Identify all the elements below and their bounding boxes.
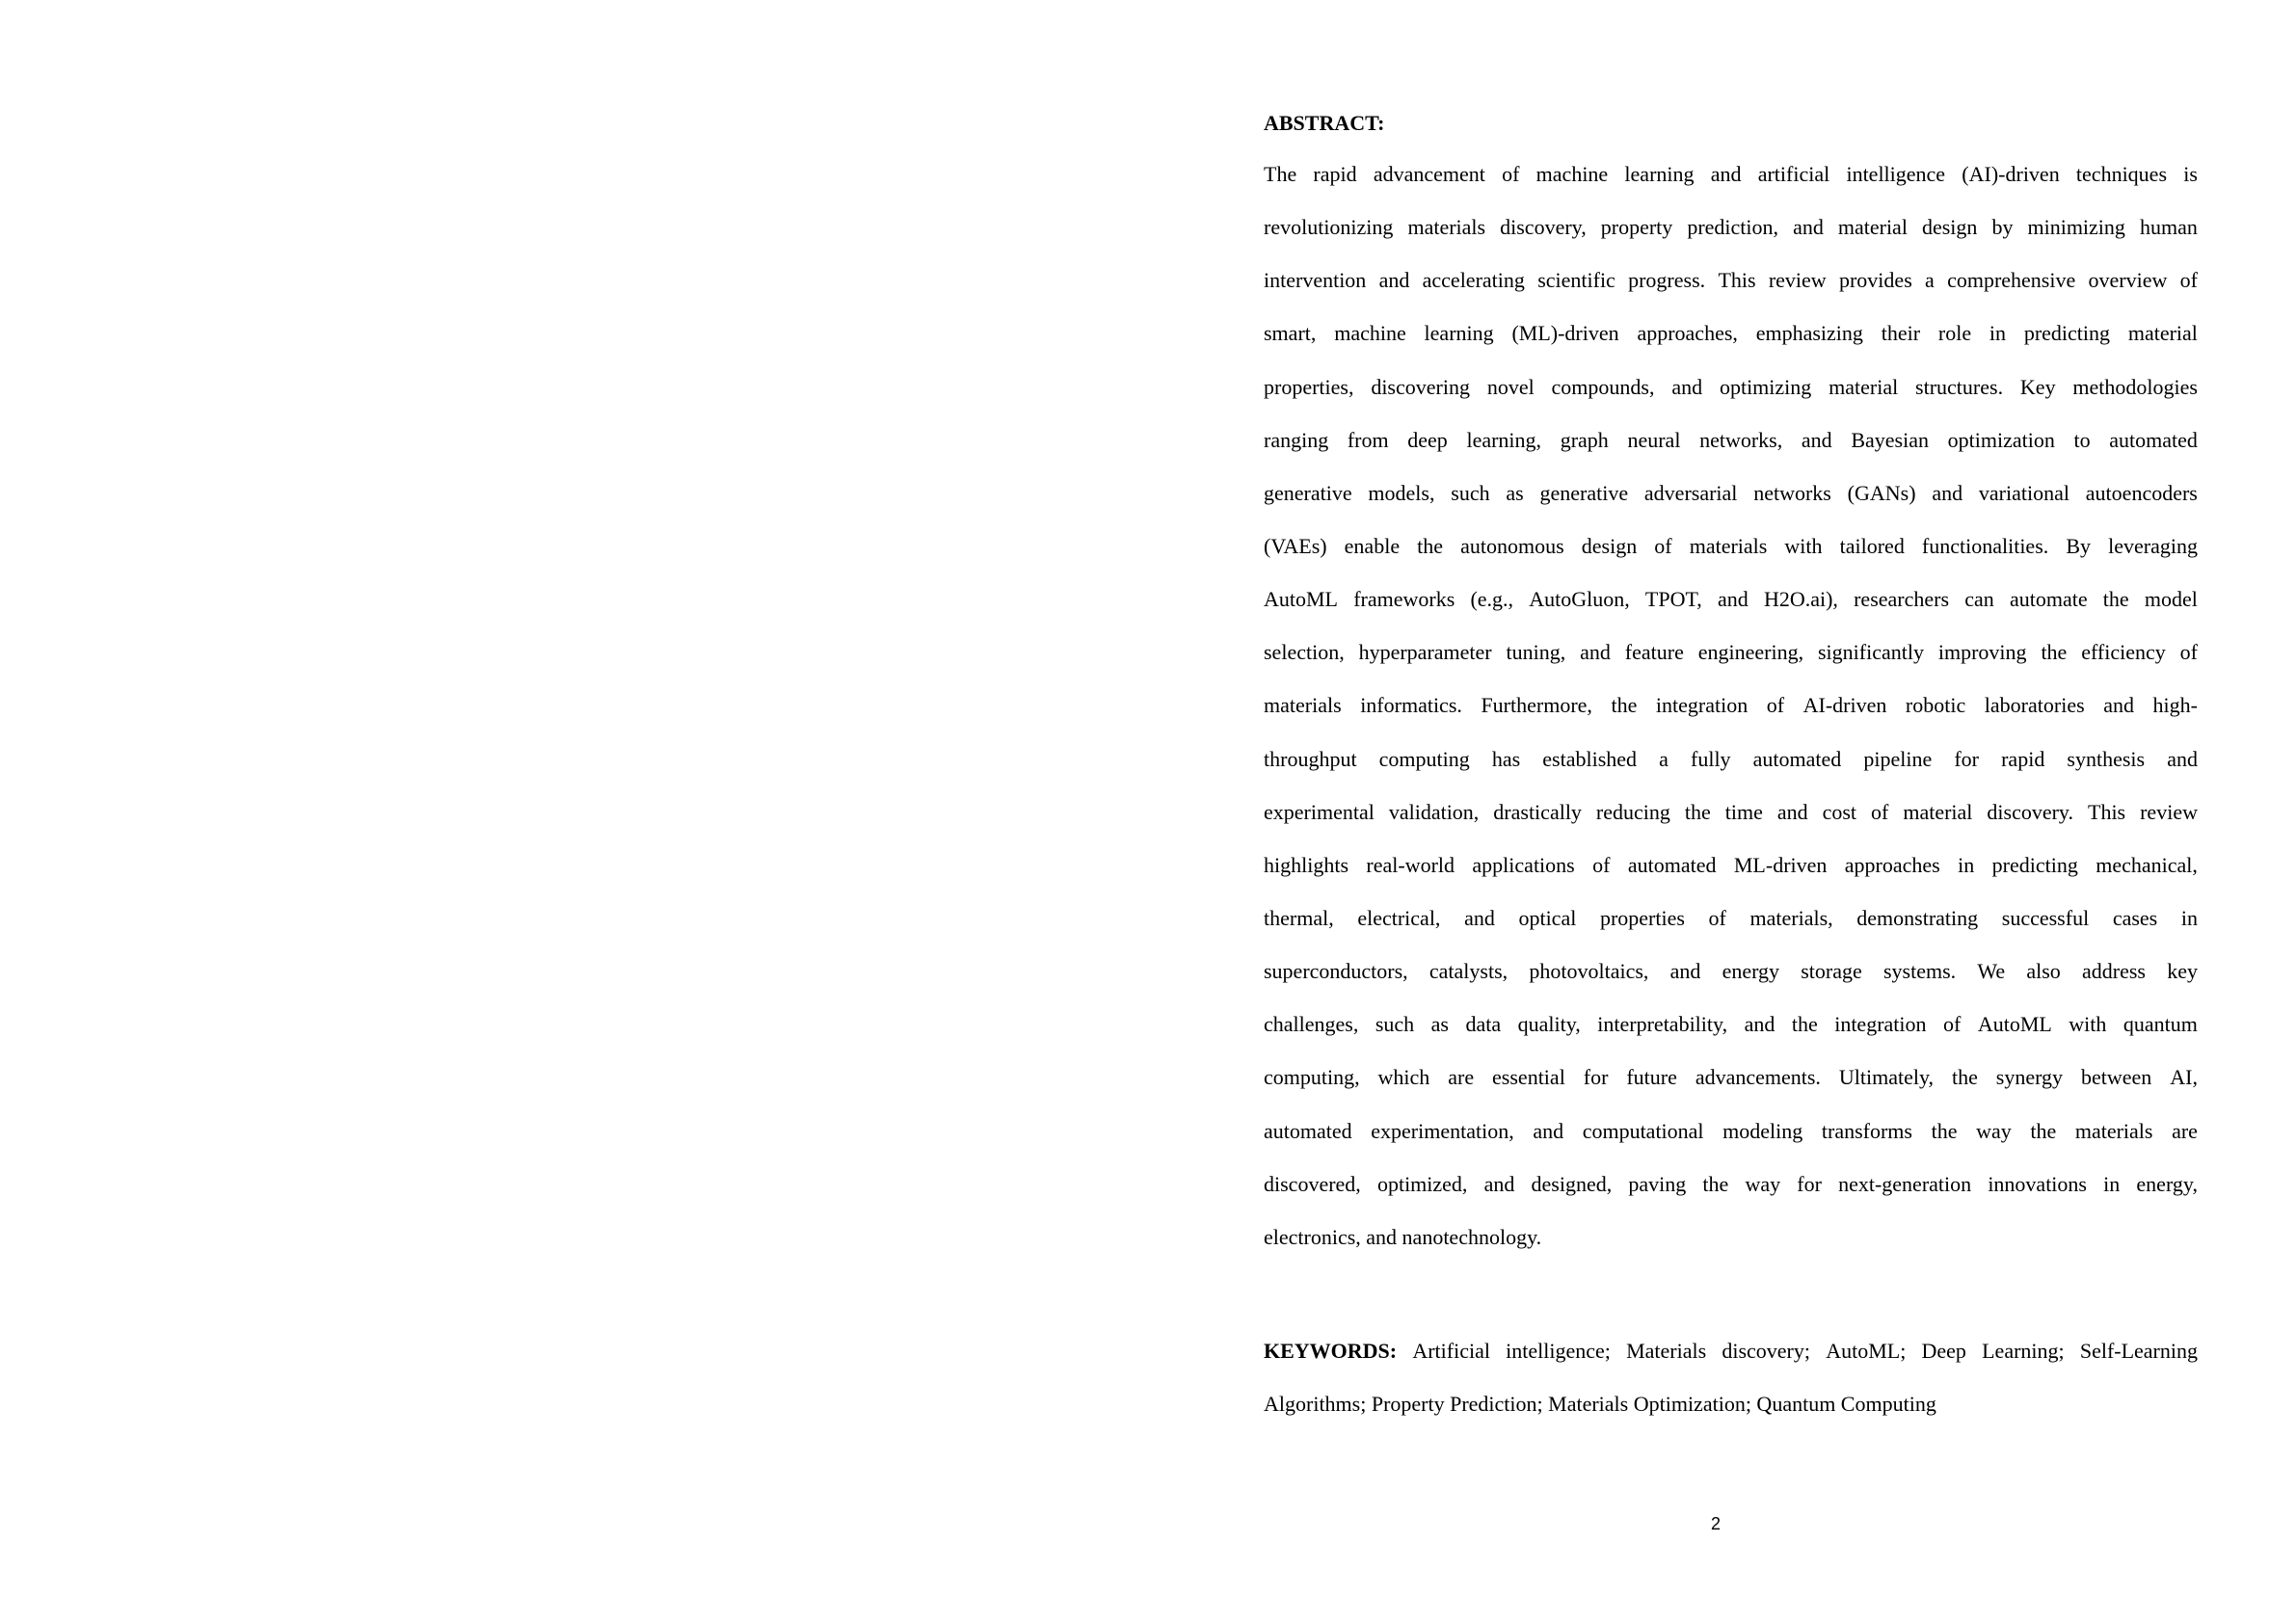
abstract-word: selection,	[1264, 640, 1345, 665]
abstract-word: thermal,	[1264, 905, 1334, 930]
abstract-word: pipeline	[1863, 746, 1933, 771]
abstract-word: materials	[1264, 693, 1342, 718]
abstract-word: This	[2088, 799, 2126, 824]
abstract-word: are	[2172, 1118, 2198, 1143]
abstract-word: energy,	[2136, 1171, 2198, 1196]
abstract-word: automated	[1627, 852, 1717, 877]
abstract-word: of	[2179, 268, 2198, 293]
abstract-word: enable	[1344, 533, 1401, 558]
abstract-word: throughput	[1264, 746, 1357, 771]
abstract-word: and	[1793, 215, 1824, 240]
abstract-word: for	[1797, 1171, 1822, 1196]
abstract-word: researchers	[1854, 587, 1950, 612]
abstract-word: and	[1717, 587, 1749, 612]
abstract-word: tuning,	[1506, 640, 1566, 665]
abstract-word: in	[1989, 321, 2007, 346]
abstract-word: computing,	[1264, 1065, 1360, 1090]
abstract-word: the	[1791, 1012, 1818, 1037]
keyword-word: discovery;	[1722, 1339, 1810, 1363]
abstract-word: rapid	[1313, 162, 1357, 186]
abstract-word: learning	[1424, 321, 1494, 346]
abstract-word: high-	[2152, 693, 2198, 718]
abstract-word: reducing	[1595, 799, 1670, 824]
abstract-word: optimizing	[1719, 374, 1812, 399]
abstract-word: way	[1976, 1118, 2012, 1143]
abstract-word: We	[1977, 959, 2006, 984]
abstract-word: highlights	[1264, 852, 1349, 877]
abstract-word: materials,	[1749, 905, 1833, 930]
abstract-word: compounds,	[1551, 374, 1655, 399]
abstract-word: essential	[1492, 1065, 1565, 1090]
abstract-word: emphasizing	[1755, 321, 1863, 346]
abstract-word: neural	[1627, 427, 1681, 452]
abstract-word: cases	[2112, 905, 2158, 930]
abstract-word: engineering,	[1697, 640, 1804, 665]
abstract-word: and	[1932, 480, 1963, 505]
abstract-line	[1264, 1010, 2198, 1063]
abstract-word: energy	[1722, 959, 1780, 984]
abstract-word: and	[1744, 1012, 1775, 1037]
abstract-word: of	[1502, 162, 1520, 186]
abstract-word: The	[1264, 162, 1297, 186]
abstract-word: integration	[1834, 1012, 1927, 1037]
abstract-word: for	[1954, 746, 1980, 771]
keywords-section	[1264, 1337, 2198, 1443]
abstract-word: (GANs)	[1847, 480, 1916, 505]
abstract-word: optical	[1518, 905, 1577, 930]
keywords-line-2: Algorithms; Property Prediction; Materials Optimization; Quantum Computing	[1264, 1392, 1936, 1416]
abstract-word: and	[1533, 1118, 1564, 1143]
abstract-word: machine	[1535, 162, 1609, 186]
keyword-word: Artificial	[1412, 1339, 1490, 1363]
abstract-word: of	[2179, 640, 2198, 665]
abstract-word: prediction,	[1687, 215, 1779, 240]
abstract-line	[1264, 585, 2198, 638]
abstract-word: and	[1669, 959, 1701, 984]
abstract-word: next-generation	[1838, 1171, 1972, 1196]
abstract-word: applications	[1472, 852, 1575, 877]
abstract-word: Bayesian	[1851, 427, 1929, 452]
abstract-word: comprehensive	[1947, 268, 2076, 293]
abstract-word: are	[1448, 1065, 1475, 1090]
abstract-word: materials	[1407, 215, 1486, 240]
abstract-word: review	[2140, 799, 2198, 824]
abstract-word: and	[1580, 640, 1611, 665]
abstract-word: TPOT,	[1644, 587, 1702, 612]
abstract-word: model	[2144, 587, 2198, 612]
abstract-word: structures.	[1915, 374, 2004, 399]
abstract-word: improving	[1937, 640, 2027, 665]
abstract-word: provides	[1838, 268, 1912, 293]
abstract-word: the	[1951, 1065, 1978, 1090]
abstract-word: between	[2081, 1065, 2152, 1090]
abstract-line	[1264, 266, 2198, 319]
abstract-word: discovery.	[1987, 799, 2074, 824]
abstract-word: integration	[1655, 693, 1749, 718]
abstract-word: material	[1837, 215, 1908, 240]
abstract-word: generative	[1264, 480, 1352, 505]
abstract-word: their	[1881, 321, 1921, 346]
abstract-line	[1264, 851, 2198, 904]
abstract-word: (AI)-driven	[1962, 162, 2060, 186]
abstract-word: (VAEs)	[1264, 533, 1327, 558]
abstract-word: photovoltaics,	[1529, 959, 1649, 984]
abstract-word: of	[1654, 533, 1672, 558]
abstract-line	[1264, 426, 2198, 479]
abstract-word: experimentation,	[1371, 1118, 1514, 1143]
abstract-word: autonomous	[1460, 533, 1564, 558]
abstract-line	[1264, 532, 2198, 585]
abstract-word: models,	[1368, 480, 1435, 505]
abstract-word: in	[1958, 852, 1975, 877]
abstract-word: and	[1671, 374, 1703, 399]
abstract-word: the	[1611, 693, 1638, 718]
abstract-word: from	[1347, 427, 1389, 452]
abstract-word: autoencoders	[2085, 480, 2198, 505]
abstract-word: challenges,	[1264, 1012, 1359, 1037]
abstract-word: quality,	[1517, 1012, 1581, 1037]
abstract-line	[1264, 798, 2198, 851]
abstract-word: of	[1766, 693, 1785, 718]
abstract-word: Ultimately,	[1838, 1065, 1935, 1090]
abstract-line	[1264, 691, 2198, 744]
abstract-word: discovery,	[1500, 215, 1587, 240]
abstract-word: the	[1702, 1171, 1729, 1196]
abstract-word: rapid	[2001, 746, 2045, 771]
abstract-word: validation,	[1388, 799, 1480, 824]
abstract-word: property	[1600, 215, 1673, 240]
abstract-word: This	[1718, 268, 1756, 293]
abstract-word: established	[1542, 746, 1638, 771]
abstract-word: key	[2167, 959, 2198, 984]
abstract-word: which	[1377, 1065, 1430, 1090]
abstract-line	[1264, 1117, 2198, 1170]
abstract-word: and	[1378, 268, 1410, 293]
abstract-line	[1264, 373, 2198, 426]
abstract-word: (ML)-driven	[1511, 321, 1619, 346]
abstract-word: revolutionizing	[1264, 215, 1394, 240]
abstract-word: Key	[2019, 374, 2056, 399]
abstract-word: By	[2066, 533, 2092, 558]
keywords-line-1	[1264, 1337, 2198, 1390]
abstract-word: optimized,	[1376, 1171, 1468, 1196]
abstract-word: hyperparameter	[1358, 640, 1492, 665]
abstract-word: automate	[2009, 587, 2088, 612]
abstract-word: design	[1581, 533, 1638, 558]
abstract-word: transforms	[1821, 1118, 1912, 1143]
abstract-word: AI,	[2170, 1065, 2198, 1090]
abstract-word: for	[1583, 1065, 1609, 1090]
abstract-word: tailored	[1839, 533, 1905, 558]
abstract-word: robotic	[1905, 693, 1966, 718]
abstract-word: quantum	[2122, 1012, 2198, 1037]
abstract-word: material	[1829, 374, 1899, 399]
abstract-word: to	[2073, 427, 2091, 452]
abstract-word: successful	[2001, 905, 2090, 930]
keyword-word: Deep	[1921, 1339, 1966, 1363]
abstract-word: automated	[2109, 427, 2198, 452]
abstract-line	[1264, 957, 2198, 1010]
abstract-word: feature	[1624, 640, 1684, 665]
abstract-word: material	[2127, 321, 2198, 346]
abstract-word: predicting	[1991, 852, 2078, 877]
abstract-word: and	[1776, 799, 1808, 824]
abstract-word: (e.g.,	[1470, 587, 1514, 612]
abstract-word: also	[2026, 959, 2061, 984]
abstract-word: methodologies	[2072, 374, 2198, 399]
abstract-word: ranging	[1264, 427, 1329, 452]
abstract-word: paving	[1628, 1171, 1687, 1196]
abstract-word: address	[2082, 959, 2146, 984]
abstract-word: role	[1937, 321, 1972, 346]
abstract-word: graph	[1560, 427, 1609, 452]
abstract-word: way	[1745, 1171, 1781, 1196]
abstract-word: drastically	[1493, 799, 1582, 824]
abstract-word: accelerating	[1422, 268, 1525, 293]
abstract-line	[1264, 904, 2198, 957]
abstract-word: computational	[1582, 1118, 1704, 1143]
abstract-word: design	[1921, 215, 1978, 240]
abstract-word: advancements.	[1695, 1065, 1821, 1090]
abstract-word: synergy	[1995, 1065, 2064, 1090]
abstract-word: significantly	[1818, 640, 1924, 665]
abstract-word: a	[1925, 268, 1935, 293]
abstract-word: advancement	[1373, 162, 1485, 186]
abstract-word: overview	[2088, 268, 2168, 293]
abstract-word: the	[1931, 1118, 1958, 1143]
abstract-line	[1264, 745, 2198, 798]
abstract-word: materials	[1689, 533, 1768, 558]
abstract-word: deep	[1407, 427, 1448, 452]
abstract-word: in	[2103, 1171, 2121, 1196]
abstract-word: discovering	[1371, 374, 1470, 399]
abstract-word: the	[2041, 640, 2068, 665]
abstract-word: such	[1451, 480, 1490, 505]
abstract-word: in	[2180, 905, 2198, 930]
abstract-word: synthesis	[2067, 746, 2146, 771]
abstract-word: has	[1491, 746, 1521, 771]
abstract-word: as	[1506, 480, 1524, 505]
abstract-word: real-world	[1366, 852, 1455, 877]
abstract-line: electronics, and nanotechnology.	[1264, 1224, 1542, 1249]
abstract-word: data	[1465, 1012, 1502, 1037]
abstract-word: Furthermore,	[1481, 693, 1592, 718]
abstract-word: human	[2139, 215, 2198, 240]
abstract-word: scientific	[1537, 268, 1615, 293]
abstract-word: superconductors,	[1264, 959, 1408, 984]
abstract-word: progress.	[1628, 268, 1706, 293]
abstract-word: by	[1991, 215, 2014, 240]
abstract-word: intervention	[1264, 268, 1367, 293]
abstract-word: minimizing	[2027, 215, 2125, 240]
abstract-word: innovations	[1988, 1171, 2087, 1196]
abstract-word: storage	[1801, 959, 1862, 984]
abstract-word: discovered,	[1264, 1171, 1361, 1196]
abstract-word: mechanical,	[2096, 852, 2198, 877]
keyword-word: intelligence;	[1506, 1339, 1611, 1363]
abstract-word: computing	[1378, 746, 1470, 771]
abstract-word: generative	[1539, 480, 1629, 505]
abstract-word: artificial	[1757, 162, 1830, 186]
abstract-word: learning,	[1466, 427, 1542, 452]
abstract-word: demonstrating	[1856, 905, 1979, 930]
abstract-word: cost	[1822, 799, 1857, 824]
abstract-word: learning	[1624, 162, 1695, 186]
abstract-line	[1264, 160, 2198, 213]
abstract-word: networks	[1753, 480, 1831, 505]
abstract-word: materials	[2074, 1118, 2153, 1143]
abstract-word: the	[1417, 533, 1444, 558]
abstract-word: automated	[1752, 746, 1842, 771]
abstract-word: catalysts,	[1428, 959, 1508, 984]
abstract-word: approaches,	[1637, 321, 1738, 346]
page-number-2: 2	[1711, 1514, 1722, 1533]
abstract-word: modeling	[1722, 1118, 1803, 1143]
abstract-word: electrical,	[1357, 905, 1441, 930]
abstract-word: and	[2103, 693, 2134, 718]
abstract-word: and	[1801, 427, 1832, 452]
abstract-word: future	[1626, 1065, 1677, 1090]
abstract-word: variational	[1978, 480, 2069, 505]
abstract-word: interpretability,	[1597, 1012, 1728, 1037]
abstract-word: material	[1903, 799, 1973, 824]
abstract-line	[1264, 1170, 2198, 1223]
abstract-word: of	[1592, 852, 1611, 877]
abstract-word: AI-driven	[1802, 693, 1887, 718]
abstract-word: the	[2030, 1118, 2057, 1143]
abstract-line	[1264, 1063, 2198, 1116]
abstract-word: the	[2102, 587, 2129, 612]
abstract-word: functionalities.	[1921, 533, 2049, 558]
abstract-word: the	[1684, 799, 1711, 824]
abstract-word: properties,	[1264, 374, 1354, 399]
abstract-word: AutoML	[1977, 1012, 2052, 1037]
abstract-word: fully	[1691, 746, 1731, 771]
abstract-word: predicting	[2023, 321, 2111, 346]
abstract-word: networks,	[1699, 427, 1783, 452]
abstract-word: techniques	[2075, 162, 2168, 186]
abstract-word: and	[2167, 746, 2198, 771]
abstract-word: of	[1708, 905, 1726, 930]
abstract-word: laboratories	[1984, 693, 2085, 718]
abstract-word: is	[2183, 162, 2198, 186]
abstract-word: systems.	[1882, 959, 1957, 984]
abstract-word: efficiency	[2081, 640, 2166, 665]
abstract-word: adversarial	[1643, 480, 1738, 505]
keyword-word: Self-Learning	[2079, 1339, 2198, 1363]
abstract-word: a	[1659, 746, 1669, 771]
abstract-line	[1264, 213, 2198, 266]
abstract-word: smart,	[1264, 321, 1317, 346]
abstract-word: review	[1768, 268, 1827, 293]
abstract-line	[1264, 479, 2198, 532]
abstract-word: of	[1871, 799, 1889, 824]
abstract-word: H2O.ai),	[1763, 587, 1838, 612]
abstract-word: can	[1964, 587, 1994, 612]
abstract-word: novel	[1486, 374, 1535, 399]
abstract-word: automated	[1264, 1118, 1352, 1143]
abstract-word: informatics.	[1360, 693, 1462, 718]
abstract-word: time	[1724, 799, 1763, 824]
abstract-word: leveraging	[2108, 533, 2198, 558]
abstract-word: such	[1375, 1012, 1415, 1037]
abstract-word: with	[2069, 1012, 2107, 1037]
abstract-line	[1264, 638, 2198, 691]
keywords-label: KEYWORDS:	[1264, 1339, 1398, 1363]
abstract-line	[1264, 319, 2198, 372]
keyword-word: Materials	[1626, 1339, 1707, 1363]
abstract-word: ML-driven	[1733, 852, 1828, 877]
abstract-word: AutoGluon,	[1529, 587, 1630, 612]
keyword-word: AutoML;	[1826, 1339, 1907, 1363]
keyword-word: Learning;	[1982, 1339, 2065, 1363]
abstract-word: with	[1784, 533, 1823, 558]
abstract-word: approaches	[1844, 852, 1940, 877]
abstract-word: optimization	[1947, 427, 2055, 452]
abstract-word: and	[1483, 1171, 1515, 1196]
abstract-heading: ABSTRACT:	[1264, 111, 1385, 135]
abstract-word: intelligence	[1846, 162, 1946, 186]
abstract-word: machine	[1334, 321, 1406, 346]
abstract-word: as	[1430, 1012, 1449, 1037]
abstract-word: and	[1710, 162, 1742, 186]
abstract-body	[1264, 160, 2198, 1276]
abstract-word: frameworks	[1353, 587, 1455, 612]
abstract-word: of	[1943, 1012, 1962, 1037]
abstract-word: designed,	[1531, 1171, 1613, 1196]
abstract-word: and	[1464, 905, 1495, 930]
abstract-word: properties	[1599, 905, 1685, 930]
abstract-word: AutoML	[1264, 587, 1338, 612]
abstract-word: experimental	[1264, 799, 1375, 824]
